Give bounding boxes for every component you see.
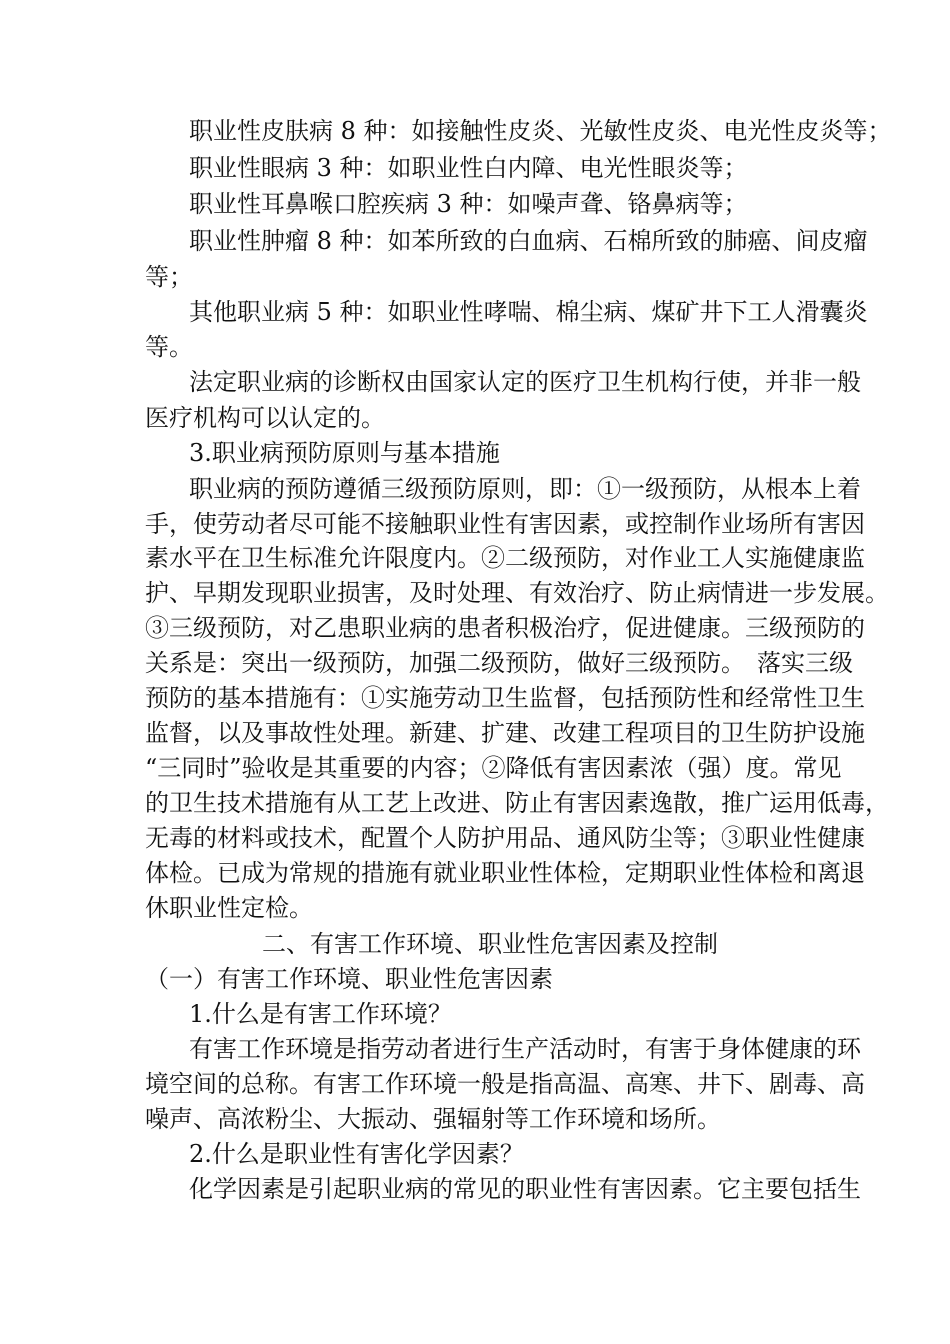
question-heading: 1.什么是有害工作环境？ [189, 1000, 452, 1028]
section-heading: 3.职业病预防原则与基本措施 [189, 439, 500, 467]
text-line: 的卫生技术措施有从工艺上改进、防止有害因素逸散，推广运用低毒， [145, 789, 889, 817]
text-line: 等； [145, 263, 193, 291]
text-line: 噪声、高浓粉尘、大振动、强辐射等工作环境和场所。 [145, 1105, 721, 1133]
text-line: 职业性肿瘤 8 种：如苯所致的白血病、石棉所致的肺癌、间皮瘤 [189, 227, 868, 255]
text-line: 其他职业病 5 种：如职业性哮喘、棉尘病、煤矿井下工人滑囊炎 [189, 298, 868, 326]
text-line: 预防的基本措施有：①实施劳动卫生监督，包括预防性和经常性卫生 [145, 684, 865, 712]
text-line: 等。 [145, 333, 193, 361]
text-line: 关系是：突出一级预防，加强二级预防，做好三级预防。 落实三级 [145, 649, 853, 677]
text-line: “三同时”验收是其重要的内容；②降低有害因素浓（强）度。常见 [145, 754, 842, 782]
text-line: 休职业性定检。 [145, 894, 313, 922]
subsection-heading: （一）有害工作环境、职业性危害因素 [145, 965, 553, 993]
text-line: ③三级预防，对乙患职业病的患者积极治疗，促进健康。三级预防的 [145, 614, 865, 642]
text-line: 体检。已成为常规的措施有就业职业性体检，定期职业性体检和离退 [145, 859, 865, 887]
text-line: 监督，以及事故性处理。新建、扩建、改建工程项目的卫生防护设施 [145, 719, 865, 747]
text-line: 素水平在卫生标准允许限度内。②二级预防，对作业工人实施健康监 [145, 544, 865, 572]
text-line: 法定职业病的诊断权由国家认定的医疗卫生机构行使，并非一般 [189, 368, 861, 396]
text-line: 手，使劳动者尽可能不接触职业性有害因素，或控制作业场所有害因 [145, 510, 865, 538]
text-line: 有害工作环境是指劳动者进行生产活动时，有害于身体健康的环 [189, 1035, 861, 1063]
text-line: 职业病的预防遵循三级预防原则，即：①一级预防，从根本上着 [189, 475, 861, 503]
text-line: 职业性皮肤病 8 种：如接触性皮炎、光敏性皮炎、电光性皮炎等； [189, 117, 892, 145]
question-heading: 2.什么是职业性有害化学因素？ [189, 1140, 524, 1168]
text-line: 无毒的材料或技术，配置个人防护用品、通风防尘等；③职业性健康 [145, 824, 865, 852]
text-line: 职业性耳鼻喉口腔疾病 3 种：如噪声聋、铬鼻病等； [189, 190, 748, 218]
text-line: 护、早期发现职业损害，及时处理、有效治疗、防止病情进一步发展。 [145, 579, 889, 607]
text-line: 职业性眼病 3 种：如职业性白内障、电光性眼炎等； [189, 154, 748, 182]
text-line: 境空间的总称。有害工作环境一般是指高温、高寒、井下、剧毒、高 [145, 1070, 865, 1098]
text-line: 化学因素是引起职业病的常见的职业性有害因素。它主要包括生 [189, 1175, 861, 1203]
chapter-heading: 二、有害工作环境、职业性危害因素及控制 [262, 930, 718, 958]
text-line: 医疗机构可以认定的。 [145, 404, 385, 432]
